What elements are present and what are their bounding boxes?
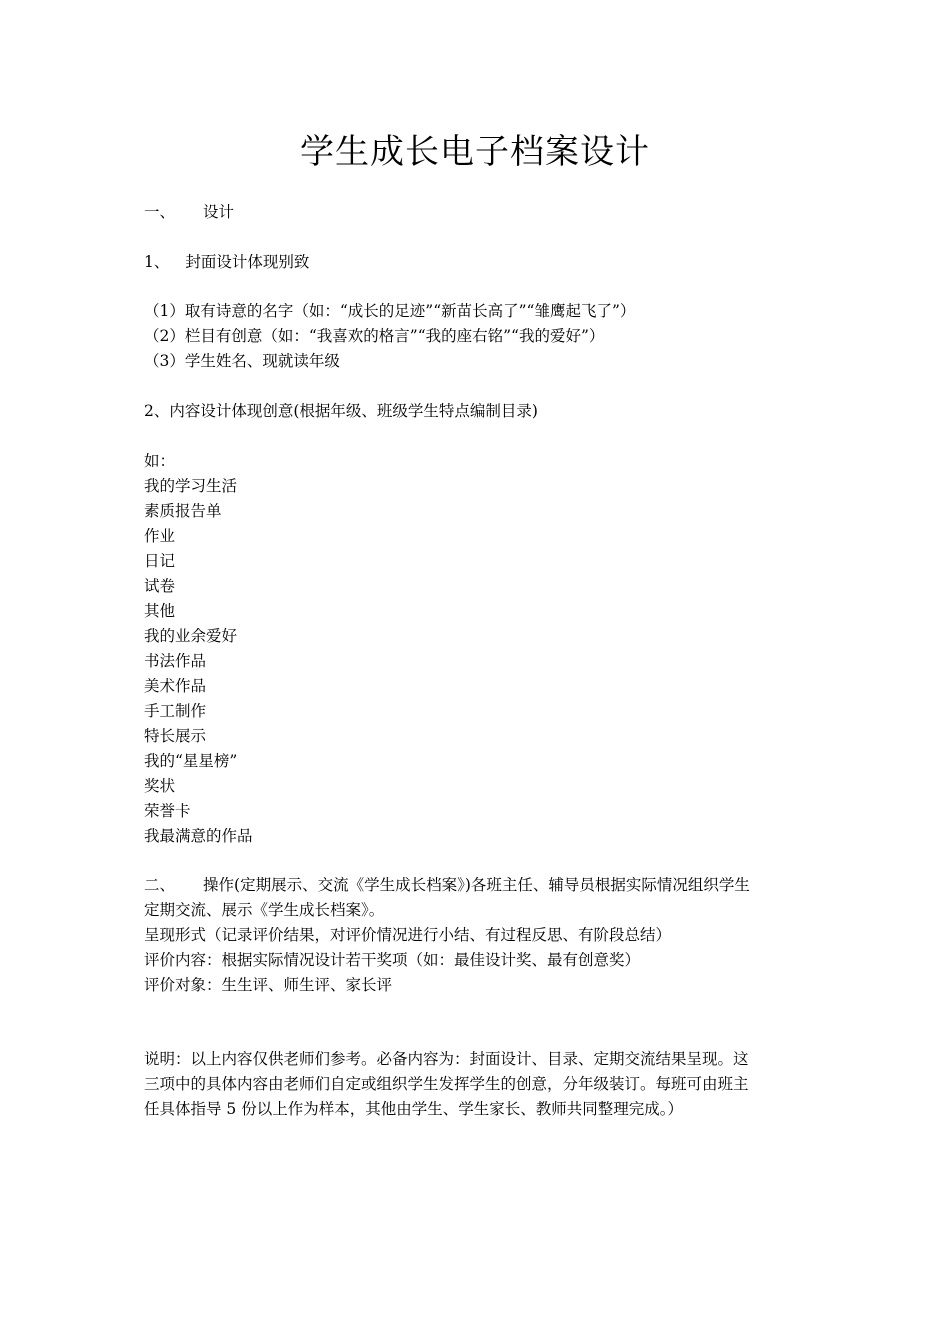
contents-item: 素质报告单 — [144, 502, 222, 520]
section-1-title: 设计 — [203, 203, 235, 221]
document-title: 学生成长电子档案设计 — [300, 132, 650, 172]
section-2-line: 呈现形式（记录评价结果，对评价情况进行小结、有过程反思、有阶段总结） — [144, 926, 672, 944]
section-2-line: 评价对象：生生评、师生评、家长评 — [144, 976, 393, 994]
contents-item: 美术作品 — [144, 677, 207, 695]
item-1-number: 1、 — [144, 253, 170, 271]
cover-point-1: （1）取有诗意的名字（如：“成长的足迹”“新苗长高了”“雏鹰起飞了”） — [144, 302, 636, 320]
item-1-title: 封面设计体现别致 — [185, 253, 310, 271]
contents-item: 作业 — [144, 527, 176, 545]
note-line: 说明：以上内容仅供老师们参考。必备内容为：封面设计、目录、定期交流结果呈现。这 — [144, 1050, 749, 1068]
note-line: 三项中的具体内容由老师们自定或组织学生发挥学生的创意，分年级装订。每班可由班主 — [144, 1075, 749, 1093]
contents-item: 书法作品 — [144, 652, 207, 670]
contents-item: 试卷 — [144, 577, 176, 595]
contents-item: 我的“星星榜” — [144, 752, 238, 770]
contents-item: 我最满意的作品 — [144, 827, 253, 845]
contents-item: 手工制作 — [144, 702, 207, 720]
section-2-line: 定期交流、展示《学生成长档案》。 — [144, 901, 385, 919]
contents-item: 其他 — [144, 602, 176, 620]
note-line: 任具体指导 5 份以上作为样本，其他由学生、学生家长、教师共同整理完成。） — [144, 1100, 683, 1118]
contents-item: 我的学习生活 — [144, 477, 238, 495]
section-2-line: 评价内容：根据实际情况设计若干奖项（如：最佳设计奖、最有创意奖） — [144, 951, 641, 969]
contents-item: 特长展示 — [144, 727, 207, 745]
item-1-heading — [144, 250, 814, 275]
item-2-heading: 2、内容设计体现创意(根据年级、班级学生特点编制目录) — [144, 402, 538, 420]
section-1-number: 一、 — [144, 203, 176, 221]
cover-point-3: （3）学生姓名、现就读年级 — [144, 352, 340, 370]
contents-intro: 如： — [144, 452, 176, 470]
contents-item: 我的业余爱好 — [144, 627, 238, 645]
section-2-heading — [144, 873, 814, 898]
section-1-heading — [144, 200, 814, 225]
contents-item: 日记 — [144, 552, 176, 570]
cover-point-2: （2）栏目有创意（如：“我喜欢的格言”“我的座右铭”“我的爱好”） — [144, 327, 605, 345]
section-2-text: 操作(定期展示、交流《学生成长档案》)各班主任、辅导员根据实际情况组织学生 — [203, 876, 750, 894]
contents-item: 荣誉卡 — [144, 802, 191, 820]
contents-item: 奖状 — [144, 777, 176, 795]
section-2-number: 二、 — [144, 876, 176, 894]
